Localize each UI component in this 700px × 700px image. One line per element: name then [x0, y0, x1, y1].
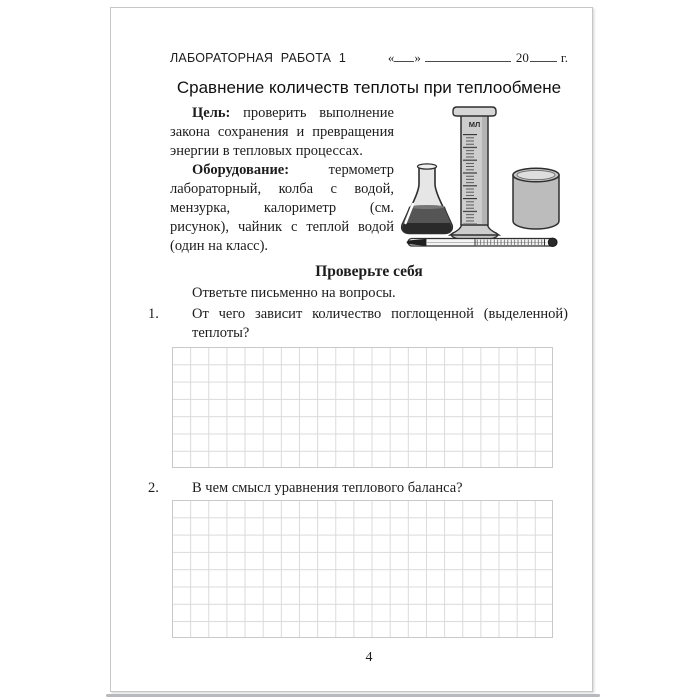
quote-open: « — [387, 50, 395, 65]
equipment-figure — [396, 104, 568, 256]
answer-instruction: Ответьте письменно на вопросы. — [192, 285, 396, 301]
equipment-paragraph — [170, 161, 394, 256]
question-1-number: 1. — [148, 306, 159, 322]
quote-close: » — [414, 50, 421, 65]
question-2-number: 2. — [148, 480, 159, 496]
book-bottom-edge — [106, 694, 600, 697]
equipment-label: Оборудование: — [192, 162, 290, 178]
answer-grid-1 — [172, 347, 553, 468]
year-suffix: г. — [560, 50, 568, 65]
lab-work-label: ЛАБОРАТОРНАЯ РАБОТА 1 — [170, 51, 346, 65]
equipment-illustration — [396, 104, 568, 252]
day-blank-field — [394, 49, 414, 62]
question-1-text: От чего зависит количество поглощенной (выделенной) теплоты? — [192, 306, 568, 341]
intro-section — [170, 104, 568, 256]
thermometer-graphic — [407, 238, 557, 247]
flask-graphic — [402, 164, 453, 234]
question-2 — [148, 479, 568, 498]
question-1 — [148, 305, 568, 343]
equipment-text: термометр лабораторный, колба с водой, мензурка, калориметр (см. рисунок), чайник с теплой водой (один на класс). — [170, 162, 394, 254]
calorimeter-graphic — [513, 168, 559, 229]
intro-text — [170, 104, 394, 256]
goal-paragraph — [170, 104, 394, 161]
year-prefix: 20 — [515, 50, 529, 65]
date-fill-in — [388, 49, 568, 66]
goal-label: Цель: — [192, 105, 231, 121]
page-content — [111, 8, 592, 666]
page-header — [170, 49, 568, 66]
page-number: 4 — [365, 650, 373, 665]
answer-grid-2 — [172, 500, 553, 638]
page-title: Сравнение количеств теплоты при теплообмене — [176, 78, 562, 97]
question-2-text: В чем смысл уравнения теплового баланса? — [192, 480, 463, 496]
year-blank-field — [530, 49, 557, 62]
check-yourself-heading: Проверьте себя — [315, 263, 423, 280]
workbook-page — [110, 7, 593, 692]
measuring-cylinder-graphic — [450, 107, 499, 241]
cylinder-unit-label: МЛ — [468, 120, 481, 129]
goal-text: проверить выполнение закона сохранения и превращения энергии в тепловых процессах. — [170, 105, 394, 159]
month-blank-field — [425, 49, 511, 62]
